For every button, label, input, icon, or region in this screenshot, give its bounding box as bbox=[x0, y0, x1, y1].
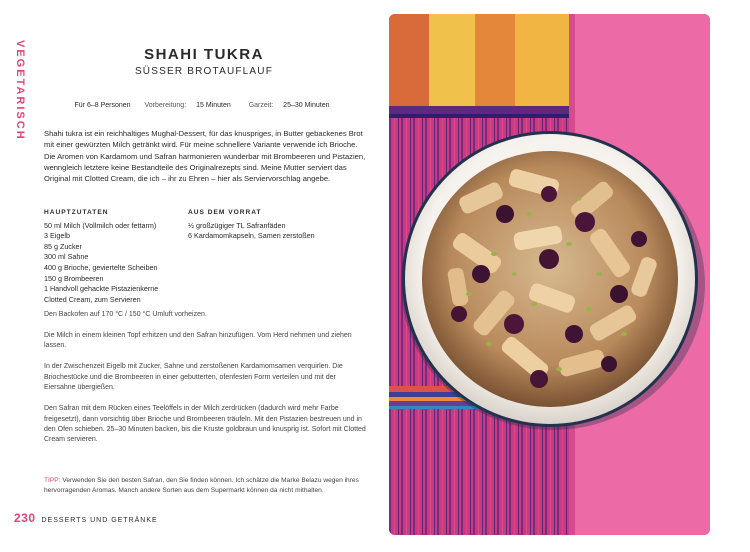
recipe-title: SHAHI TUKRA bbox=[144, 46, 264, 63]
dish-photo-illustration bbox=[389, 14, 710, 535]
cook-label: Garzeit: bbox=[248, 102, 274, 109]
prep-label: Vorbereitung: bbox=[144, 102, 187, 109]
section-name: DESSERTS UND GETRÄNKE bbox=[41, 517, 158, 524]
ingredient-item: 300 ml Sahne bbox=[44, 252, 89, 262]
method-step: In der Zwischenzeit Eigelb mit Zucker, Sahne und zerstoßenen Kardamomsamen verquirlen. Die Briochestücke und die Brombeeren in einer gebutterten, ofenfesten Form verteilen und mit der Eiersahne übergießen. bbox=[44, 363, 343, 392]
cook-value: 25–30 Minuten bbox=[283, 102, 330, 109]
ingredient-item: Clotted Cream, zum Servieren bbox=[44, 294, 141, 304]
recipe-subtitle: SÜSSER BROTAUFLAUF bbox=[134, 66, 274, 77]
ingredient-item: 50 ml Milch (Vollmilch oder fettarm) bbox=[44, 220, 157, 230]
method-step: Den Safran mit dem Rücken eines Teelöffels in der Milch zerdrücken (dadurch wird mehr Farbe freigesetzt), dann vorsichtig über Brioche und Brombeeren träufeln. Mit den Pistazien bestreuen und in den Ofen schieben. 25–30 Minuten backen, bis die Kruste goldbraun und knusprig ist. Sofort mit Clotted Cream servieren. bbox=[44, 405, 366, 444]
ingredients-main-heading: HAUPTZUTATEN bbox=[44, 209, 109, 216]
tip-box bbox=[44, 476, 366, 496]
dish-photo bbox=[389, 14, 710, 535]
ingredient-item: 3 Eigelb bbox=[44, 231, 70, 241]
intro-paragraph: Shahi tukra ist ein reichhaltiges Mughal-Dessert, für das knuspriges, in Butter gebackenes Brot mit einer gewürzten Milch getränkt wird. Für meine schnellere Variante verwende ich Brioche. Die Aromen von Kardamom und Safran harmonieren wunderbar mit Brombeeren und Pistazien, wenngleich letztere keine Bestandteile des Originalrezepts sind. Meine Mutter serviert das Original mit Clotted Cream, die ich – ihr zu Ehren – hier als Serviervorschlag angebe. bbox=[44, 129, 366, 184]
method-steps bbox=[44, 310, 366, 456]
ingredients-pantry-heading: AUS DEM VORRAT bbox=[188, 209, 262, 216]
ingredient-item: 400 g Brioche, geviertelte Scheiben bbox=[44, 262, 158, 272]
prep-value: 15 Minuten bbox=[196, 102, 231, 109]
tip-text: Verwenden Sie den besten Safran, den Sie finden können. Ich schätze die Marke Belazu wegen ihres hervorragenden Aromas. Manch andere Sorten aus dem Supermarkt können da nicht mithalten. bbox=[44, 477, 359, 494]
method-step: Den Backofen auf 170 °C / 150 °C Umluft vorheizen. bbox=[44, 311, 207, 318]
page-footer bbox=[14, 511, 158, 527]
ingredient-item: 85 g Zucker bbox=[44, 241, 82, 251]
tip-label: TIPP: bbox=[44, 477, 61, 484]
page-number: 230 bbox=[14, 511, 36, 525]
category-side-tab: VEGETARISCH bbox=[14, 40, 26, 141]
ingredient-item: 1 Handvoll gehackte Pistazienkerne bbox=[44, 284, 159, 294]
ingredients-main bbox=[44, 208, 184, 305]
cook-time bbox=[245, 102, 334, 109]
ingredient-item: 150 g Brombeeren bbox=[44, 273, 104, 283]
servings: Für 6–8 Personen bbox=[74, 102, 131, 109]
right-page bbox=[375, 0, 750, 552]
ingredient-item: ½ großzügiger TL Safranfäden bbox=[188, 220, 286, 230]
method-step: Die Milch in einem kleinen Topf erhitzen und den Safran hinzufügen. Vom Herd nehmen und ziehen lassen. bbox=[44, 332, 352, 350]
recipe-meta bbox=[44, 102, 364, 109]
ingredient-item: 6 Kardamomkapseln, Samen zerstoßen bbox=[188, 231, 315, 241]
prep-time bbox=[141, 102, 235, 109]
ingredients-pantry bbox=[188, 208, 364, 242]
